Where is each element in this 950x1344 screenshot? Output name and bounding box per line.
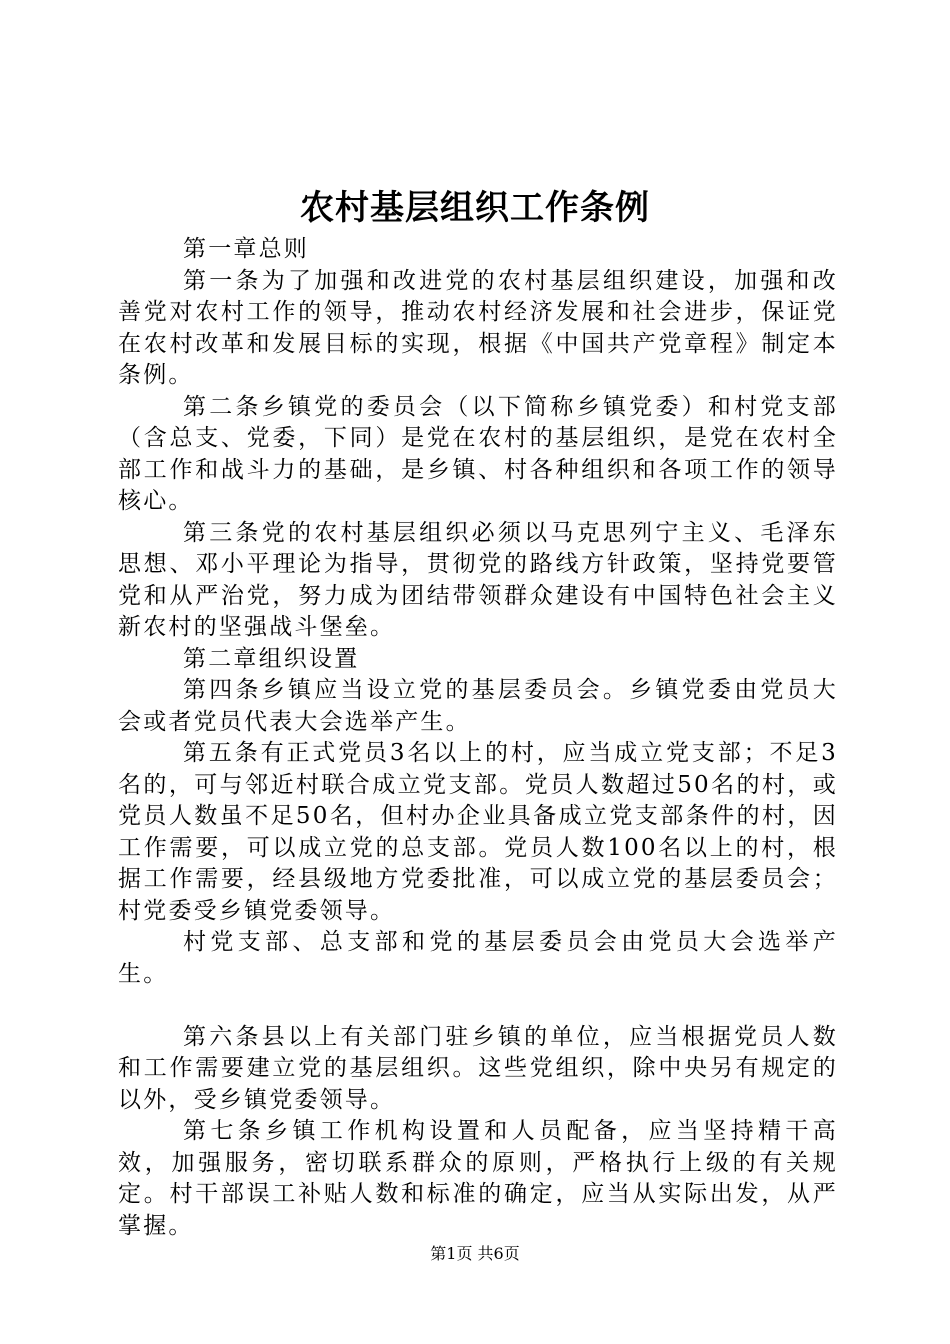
article-paragraph: 村党支部、总支部和党的基层委员会由党员大会选举产生。 (118, 929, 838, 987)
article-paragraph: 第三条党的农村基层组织必须以马克思列宁主义、毛泽东思想、邓小平理论为指导，贯彻党的路线方针政策，坚持党要管党和从严治党，努力成为团结带领群众建设有中国特色社会主义新农村的坚强战斗堡垒。 (118, 519, 838, 640)
document-title: 农村基层组织工作条例 (300, 188, 650, 228)
chapter-heading: 第一章总则 (183, 236, 309, 262)
document-body (118, 234, 838, 1242)
article-paragraph: 第六条县以上有关部门驻乡镇的单位，应当根据党员人数和工作需要建立党的基层组织。这些党组织，除中央另有规定的以外，受乡镇党委领导。 (118, 1023, 838, 1113)
article-paragraph: 第四条乡镇应当设立党的基层委员会。乡镇党委由党员大会或者党员代表大会选举产生。 (118, 677, 838, 735)
article-paragraph: 第二条乡镇党的委员会（以下简称乡镇党委）和村党支部（含总支、党委，下同）是党在农村的基层组织，是党在农村全部工作和战斗力的基础，是乡镇、村各种组织和各项工作的领导核心。 (118, 393, 838, 514)
article-paragraph: 第五条有正式党员3名以上的村，应当成立党支部；不足3名的，可与邻近村联合成立党支部。党员人数超过50名的村，或党员人数虽不足50名，但村办企业具备成立党支部条件的村，因工作需要，可以成立党的总支部。党员人数100名以上的村，根据工作需要，经县级地方党委批准，可以成立党的基层委员会；村党委受乡镇党委领导。 (118, 740, 838, 924)
page-number: 第1页 共6页 (430, 1244, 520, 1263)
chapter-heading: 第二章组织设置 (183, 645, 360, 672)
article-paragraph: 第一条为了加强和改进党的农村基层组织建设，加强和改善党对农村工作的领导，推动农村经济发展和社会进步，保证党在农村改革和发展目标的实现，根据《中国共产党章程》制定本条例。 (118, 267, 838, 388)
article-paragraph: 第七条乡镇工作机构设置和人员配备，应当坚持精干高效，加强服务，密切联系群众的原则，严格执行上级的有关规定。村干部误工补贴人数和标准的确定，应当从实际出发，从严掌握。 (118, 1118, 838, 1239)
